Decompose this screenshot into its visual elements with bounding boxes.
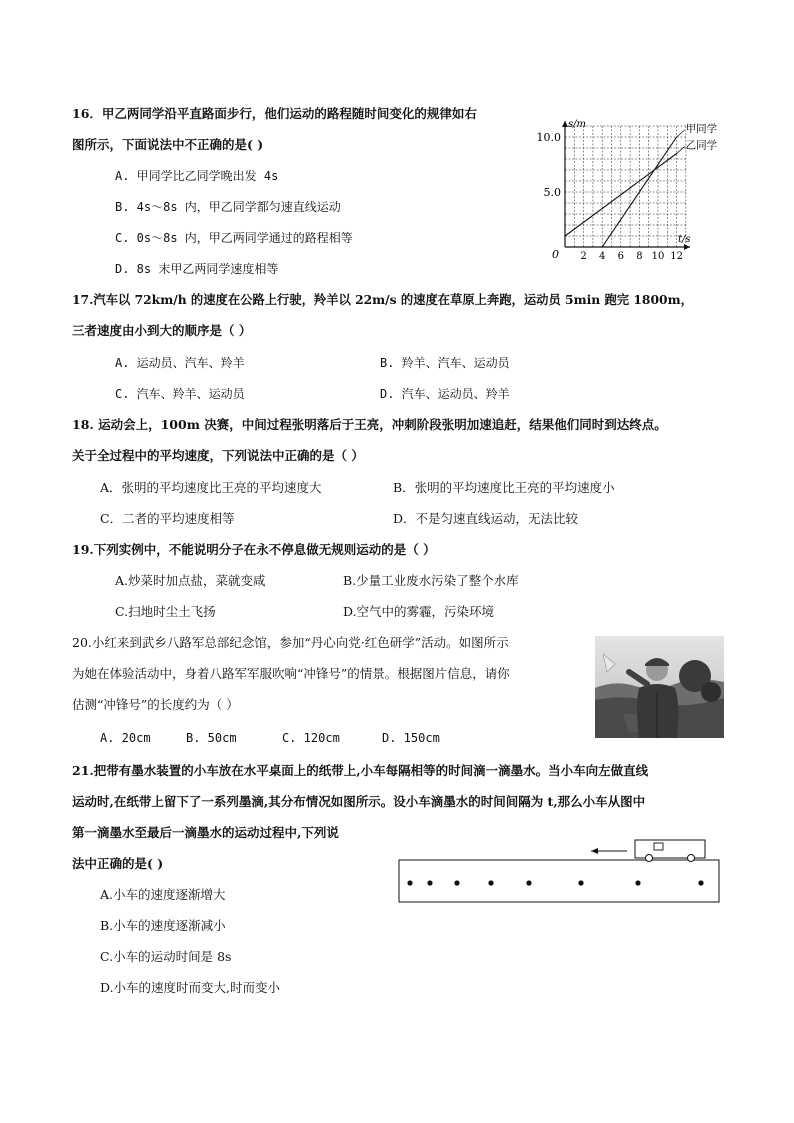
q21-option-a: A.小车的速度逐渐增大 [100,887,226,902]
q17-stem-line2: 三者速度由小到大的顺序是（ ） [72,323,252,338]
q18-option-a: A．张明的平均速度比王亮的平均速度大 [100,480,322,495]
q20-stem-line1: 20.小红来到武乡八路军总部纪念馆，参加“丹心向党·红色研学”活动。如图所示 [72,635,509,650]
graph-grid [565,126,686,247]
q19-option-a: A.炒菜时加点盐，菜就变咸 [115,573,266,588]
q19-option-b: B.少量工业废水污染了整个水库 [343,573,519,588]
q20-option-b: B. 50cm [186,731,237,745]
cart-icon [635,840,705,862]
ink-drop [635,880,640,885]
q21-stem-line3: 第一滴墨水至最后一滴墨水的运动过程中,下列说 [72,825,339,840]
q21-stem-line4: 法中正确的是( ) [72,856,164,871]
q20-option-d: D. 150cm [382,731,440,745]
x-tick-label: 6 [617,251,624,262]
x-axis-label: t/s [678,234,691,245]
ink-drop [488,880,493,885]
q20-option-c: C. 120cm [282,731,340,745]
q18-option-d: D．不是匀速直线运动，无法比较 [393,511,579,526]
q21-option-c: C.小车的运动时间是 8s [100,949,232,964]
ink-drop [526,880,531,885]
x-tick-label: 10 [651,251,665,262]
q20-option-a: A. 20cm [100,731,151,745]
ink-drop [454,880,459,885]
s-t-graph [528,115,728,265]
q18-option-b: B．张明的平均速度比王亮的平均速度小 [393,480,615,495]
q18-stem-line1: 18. 运动会上，100m 决赛，中间过程张明落后于王亮，冲刺阶段张明加速追赶，结果他们同时到达终点。 [72,417,667,432]
series-label-1: 甲同学 [685,123,718,135]
x-tick-label: 4 [599,251,606,262]
ink-drop [427,880,432,885]
series-label-leader [677,147,685,154]
x-tick-label: 8 [636,251,643,262]
x-tick-label: 12 [670,251,683,262]
q16-option-c: C. 0s～8s 内，甲乙两同学通过的路程相等 [115,231,353,245]
q17-option-a: A. 运动员、汽车、羚羊 [115,356,245,370]
series-label-2: 乙同学 [685,139,718,152]
q19-stem: 19.下列实例中，不能说明分子在永不停息做无规则运动的是（ ） [72,542,436,557]
q17-option-d: D. 汽车、运动员、羚羊 [380,387,510,401]
q21-stem-line1: 21.把带有墨水装置的小车放在水平桌面上的纸带上,小车每隔相等的时间滴一滴墨水。当小车向左做直线 [72,763,649,778]
ink-drop [407,880,412,885]
q18-stem-line2: 关于全过程中的平均速度，下列说法中正确的是（ ） [72,448,364,463]
q18-option-c: C．二者的平均速度相等 [100,511,235,526]
q16-option-a: A. 甲同学比乙同学晚出发 4s [115,169,279,183]
series-label-leader [677,130,685,137]
y-tick-label: 10.0 [536,131,561,144]
series-line-1 [602,137,676,247]
q19-option-c: C.扫地时尘土飞扬 [115,604,216,619]
q19-option-d: D.空气中的雾霾，污染环境 [343,604,495,619]
left-arrow-icon [591,848,627,854]
q20-stem-line2: 为她在体验活动中，身着八路军军服吹响“冲锋号”的情景。根据图片信息，请你 [72,666,510,681]
q17-option-b: B. 羚羊、汽车、运动员 [380,356,510,370]
ink-drop-tape-diagram [395,836,725,906]
x-tick-label: 2 [580,251,587,262]
q16-stem-line2: 图所示，下面说法中不正确的是( ) [72,137,264,152]
ink-drop [578,880,583,885]
graph-origin-label: 0 [552,248,559,261]
y-axis-label: s/m [568,119,586,130]
ink-drop [698,880,703,885]
q20-stem-line3: 估测“冲锋号”的长度约为（ ） [72,697,239,712]
q16-option-b: B. 4s～8s 内，甲乙同学都匀速直线运动 [115,200,341,214]
q16-stem-line1: 16．甲乙两同学沿平直路面步行，他们运动的路程随时间变化的规律如右 [72,106,477,121]
q21-option-b: B.小车的速度逐渐减小 [100,918,226,933]
q21-stem-line2: 运动时,在纸带上留下了一系列墨滴,其分布情况如图所示。设小车滴墨水的时间间隔为 t,那么小车从图中 [72,794,646,809]
q17-stem-line1: 17.汽车以 72km/h 的速度在公路上行驶，羚羊以 22m/s 的速度在草原上奔跑，运动员 5min 跑完 1800m， [72,292,693,307]
y-tick-label: 5.0 [543,186,561,199]
q17-option-c: C. 汽车、羚羊、运动员 [115,387,245,401]
bugle-player-photo [595,636,724,738]
q16-option-d: D. 8s 末甲乙两同学速度相等 [115,262,279,276]
q21-option-d: D.小车的速度时而变大,时而变小 [100,980,281,995]
paper-tape [399,860,719,902]
